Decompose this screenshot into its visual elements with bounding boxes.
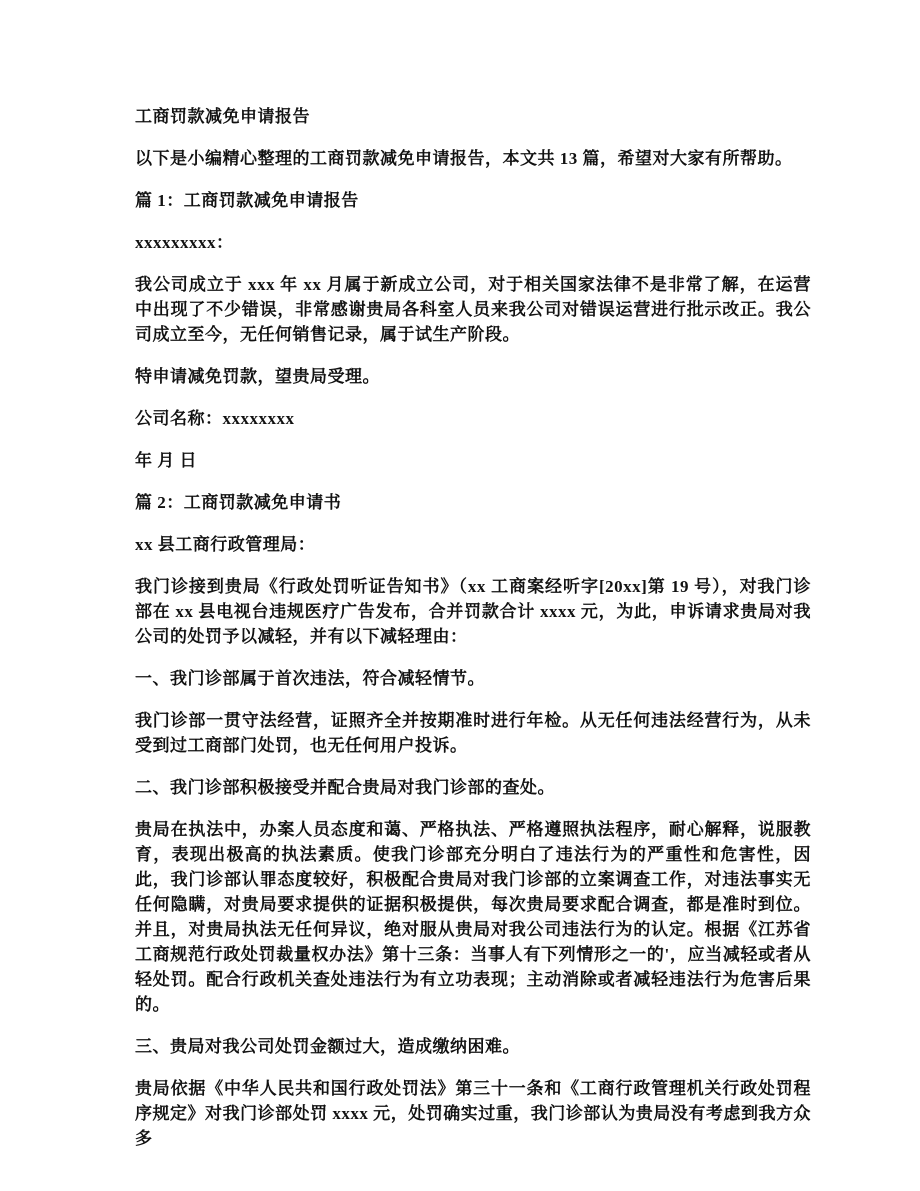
paragraph: 我门诊部一贯守法经营，证照齐全并按期准时进行年检。从无任何违法经营行为，从未受到过工商部门处罚，也无任何用户投诉。 (135, 711, 811, 755)
paragraph: 贵局依据《中华人民共和国行政处罚法》第三十一条和《工商行政管理机关行政处罚程序规定》对我门诊部处罚 xxxx 元，处罚确实过重，我门诊部认为贵局没有考虑到我方众多 (135, 1079, 811, 1148)
section-heading: 篇 1：工商罚款减免申请报告 (135, 191, 359, 210)
paragraph: 年 月 日 (135, 451, 197, 470)
paragraph: 一、我门诊部属于首次违法，符合减轻情节。 (135, 669, 485, 688)
paragraph: 我公司成立于 xxx 年 xx 月属于新成立公司，对于相关国家法律不是非常了解，在运营中出现了不少错误，非常感谢贵局各科室人员来我公司对错误运营进行批示改正。我公司成立至今，无任何销售记录，属于试生产阶段。 (135, 275, 811, 344)
paragraph: 特申请减免罚款，望贵局受理。 (135, 367, 380, 386)
paragraph: 二、我门诊部积极接受并配合贵局对我门诊部的查处。 (135, 778, 555, 797)
paragraph: 以下是小编精心整理的工商罚款减免申请报告，本文共 13 篇，希望对大家有所帮助。 (135, 149, 793, 168)
paragraph: xxxxxxxxx： (135, 233, 234, 252)
paragraph: xx 县工商行政管理局： (135, 535, 316, 554)
paragraph: 公司名称：xxxxxxxx (135, 409, 295, 428)
paragraph: 我门诊接到贵局《行政处罚听证告知书》（xx 工商案经听字[20xx]第 19 号），对我门诊部在 xx 县电视台违规医疗广告发布，合并罚款合计 xxxx 元，为此，申诉请求贵局对我公司的处罚予以减轻，并有以下减轻理由： (135, 577, 811, 646)
paragraph: 贵局在执法中，办案人员态度和蔼、严格执法、严格遵照执法程序，耐心解释，说服教育，表现出极高的执法素质。使我门诊部充分明白了违法行为的严重性和危害性，因此，我门诊部认罪态度较好，积极配合贵局对我门诊部的立案调查工作，对违法事实无任何隐瞒，对贵局要求提供的证据积极提供，每次贵局要求配合调查，都是准时到位。并且，对贵局执法无任何异议，绝对服从贵局对我公司违法行为的认定。根据《江苏省工商规范行政处罚裁量权办法》第十三条：当事人有下列情形之一的'，应当减轻或者从轻处罚。配合行政机关查处违法行为有立功表现；主动消除或者减轻违法行为危害后果的。 (135, 820, 811, 1014)
paragraph: 三、贵局对我公司处罚金额过大，造成缴纳困难。 (135, 1037, 520, 1056)
document-title: 工商罚款减免申请报告 (135, 107, 310, 126)
document-content (135, 104, 811, 1168)
section-heading: 篇 2：工商罚款减免申请书 (135, 493, 342, 512)
